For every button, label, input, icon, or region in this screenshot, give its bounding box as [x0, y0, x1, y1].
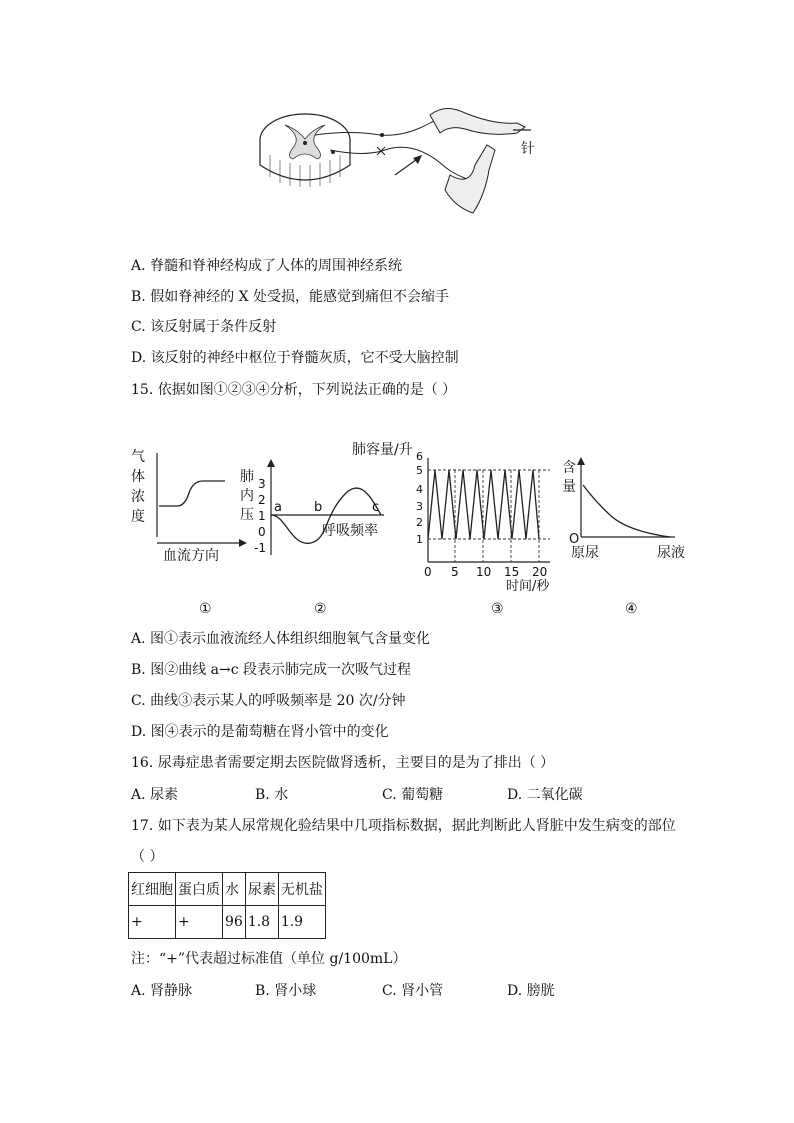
fig3-curve — [428, 470, 539, 539]
table-header-cell: 无机盐 — [278, 873, 325, 906]
fig2-point-c: c — [372, 500, 380, 515]
fig1-ylabel-0: 气 — [131, 449, 145, 465]
table-header-cell: 红细胞 — [129, 873, 176, 906]
arrow-icon — [395, 155, 422, 175]
fig3-xtick-20: 20 — [532, 565, 548, 579]
q14-option-b: B. 假如脊神经的 X 处受损，能感觉到痛但不会缩手 — [131, 289, 450, 305]
q15-option-a: A. 图①表示血液流经人体组织细胞氧气含量变化 — [131, 631, 431, 647]
q15-option-d: D. 图④表示的是葡萄糖在肾小管中的变化 — [131, 724, 389, 740]
fig3-ytick-1: 1 — [416, 533, 423, 546]
q15-stem: 15. 依据如图①②③④分析，下列说法正确的是（ ） — [131, 382, 457, 398]
fig3-xtick-0: 0 — [424, 565, 432, 579]
q16-option-c: C. 葡萄糖 — [382, 787, 444, 803]
fig3-xtick-10: 10 — [476, 565, 492, 579]
fig2-label: ② — [314, 601, 327, 617]
fig4-label: ④ — [625, 601, 638, 617]
q17-option-d: D. 膀胱 — [507, 983, 555, 999]
fig2-tick-neg1: -1 — [254, 541, 266, 555]
table-row — [129, 906, 326, 939]
q17-option-a: A. 肾静脉 — [131, 983, 193, 999]
q17-option-b: B. 肾小球 — [255, 983, 317, 999]
q17-stem: 17. 如下表为某人尿常规化验结果中几项指标数据，据此判断此人肾脏中发生病变的部位 — [131, 818, 676, 834]
fig3-ytick-6: 6 — [416, 450, 423, 463]
needle-label: 针 — [521, 141, 535, 157]
q16-option-d: D. 二氧化碳 — [507, 787, 583, 803]
fig2-point-b: b — [314, 500, 323, 515]
fig4-ylabel-1: 量 — [562, 479, 576, 495]
q16-stem: 16. 尿毒症患者需要定期去医院做肾透析，主要目的是为了排出（ ） — [131, 755, 555, 771]
fig3-ytick-2: 2 — [416, 516, 423, 529]
motor-nerve — [330, 147, 470, 180]
q14-option-c: C. 该反射属于条件反射 — [131, 319, 277, 335]
arm-upper — [430, 108, 525, 134]
q16-option-b: B. 水 — [255, 787, 289, 803]
table-cell: 1.9 — [278, 906, 325, 939]
fig3-label: ③ — [491, 601, 504, 617]
fig3-title: 肺容量/升 — [352, 442, 413, 458]
fig2-tick-3: 3 — [258, 477, 266, 491]
fig1-label: ① — [199, 601, 212, 617]
fig2-xlabel: 呼吸频率 — [322, 523, 378, 539]
fig4-x-start: 原尿 — [571, 545, 599, 561]
fig3-ytick-4: 4 — [416, 483, 423, 496]
fig2-ylabel-1: 内 — [240, 488, 254, 504]
arm-lower — [445, 145, 495, 213]
figure-4 — [555, 455, 695, 565]
fig2-tick-1: 1 — [258, 509, 266, 523]
fig2-point-a: a — [274, 500, 282, 515]
fig2-ylabel-2: 压 — [240, 507, 254, 523]
q15-option-b: B. 图②曲线 a→c 段表示肺完成一次吸气过程 — [131, 662, 412, 678]
q17-option-c: C. 肾小管 — [382, 983, 444, 999]
q17-paren: （ ） — [131, 849, 164, 865]
fig1-ylabel-3: 度 — [131, 509, 145, 525]
figure-3 — [350, 438, 555, 593]
urine-test-table — [128, 872, 326, 939]
fig3-ytick-5: 5 — [416, 464, 423, 477]
fig1-ylabel-1: 体 — [131, 469, 145, 485]
q14-option-d: D. 该反射的神经中枢位于脊髓灰质，它不受大脑控制 — [131, 350, 459, 366]
fig3-xlabel: 时间/秒 — [506, 579, 550, 593]
table-cell: + — [176, 906, 223, 939]
table-cell: + — [129, 906, 176, 939]
fig2-tick-0: 0 — [258, 525, 266, 539]
q14-option-a: A. 脊髓和脊神经构成了人体的周围神经系统 — [131, 258, 403, 274]
fig3-ytick-3: 3 — [416, 500, 423, 513]
table-cell: 1.8 — [245, 906, 278, 939]
fig4-curve — [583, 485, 670, 537]
fig4-x-end: 尿液 — [657, 545, 685, 561]
table-header-cell: 尿素 — [245, 873, 278, 906]
fig4-ylabel-0: 含 — [562, 460, 576, 476]
table-cell: 96 — [223, 906, 246, 939]
fig1-ylabel-2: 浓 — [131, 489, 145, 505]
table-header-row — [129, 873, 326, 906]
reflex-arc-figure — [255, 95, 555, 220]
fig3-xtick-15: 15 — [504, 565, 520, 579]
fig2-tick-2: 2 — [258, 493, 266, 507]
table-header-cell: 水 — [223, 873, 246, 906]
damage-x-mark — [377, 147, 385, 155]
q16-option-a: A. 尿素 — [131, 787, 179, 803]
table-header-cell: 蛋白质 — [176, 873, 223, 906]
fig3-xtick-5: 5 — [451, 565, 459, 579]
fig1-xlabel: 血流方向 — [163, 548, 219, 564]
fig1-curve — [159, 481, 225, 506]
q15-option-c: C. 曲线③表示某人的呼吸频率是 20 次/分钟 — [131, 693, 406, 709]
q17-note: 注：“+”代表超过标准值（单位 g/100mL） — [131, 951, 407, 967]
fig2-ylabel-0: 肺 — [240, 469, 254, 485]
fig4-origin: O — [569, 532, 580, 547]
